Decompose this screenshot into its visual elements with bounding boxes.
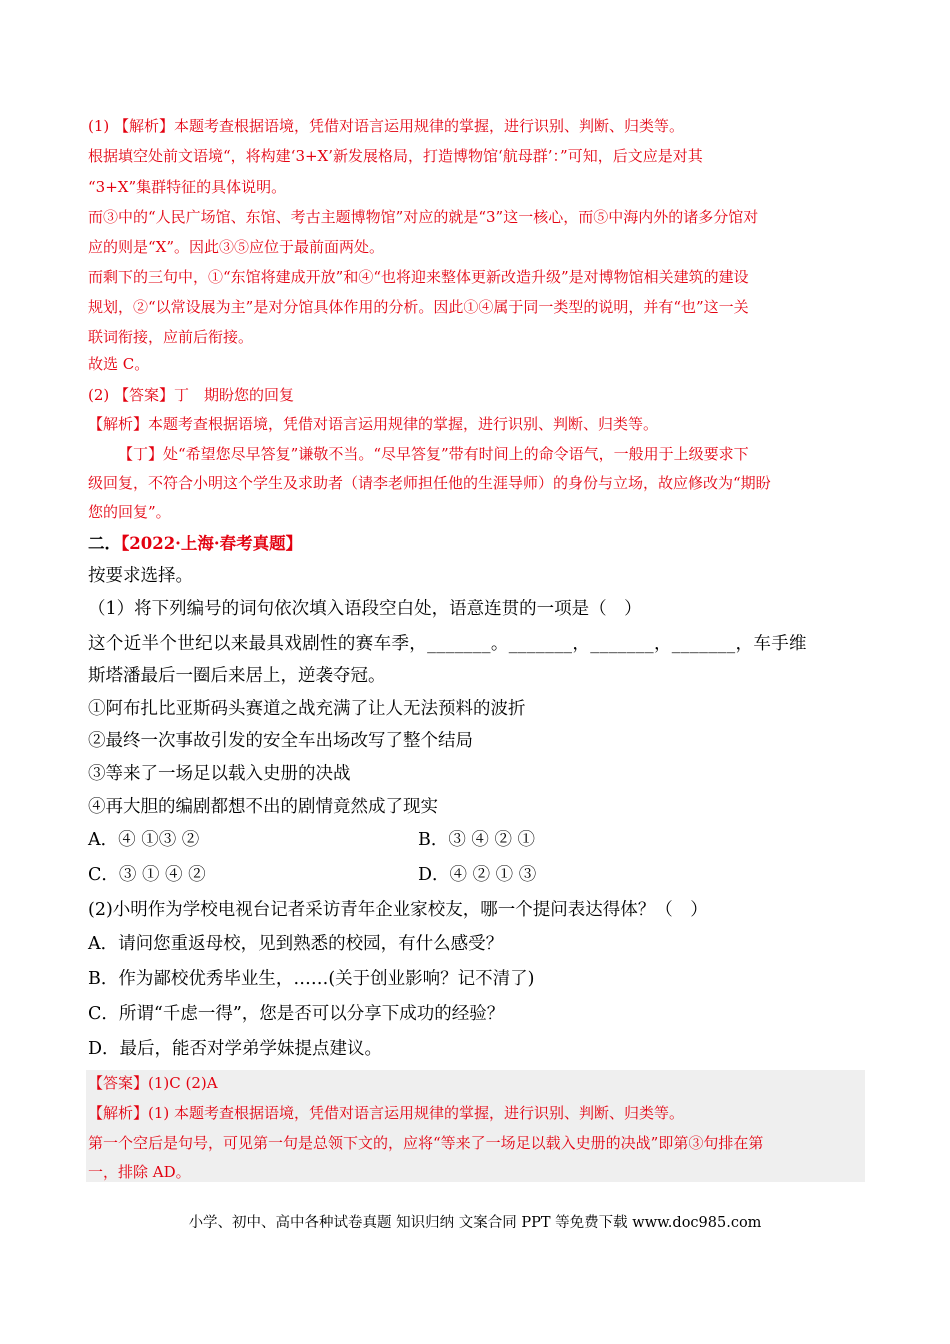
analysis-line: 【丁】处“希望您尽早答复”谦敬不当。“尽早答复”带有时间上的命令语气，一般用于上级要求下	[118, 445, 749, 463]
analysis-line: 【解析】本题考查根据语境，凭借对语言运用规律的掌握，进行识别、判断、归类等。	[88, 415, 659, 433]
question-stem: (2)小明作为学校电视台记者采访青年企业家校友，哪一个提问表达得体？（ ）	[88, 900, 708, 920]
section-title: 【2022·上海·春考真题】	[121, 534, 303, 553]
question-passage: 这个近半个世纪以来最具戏剧性的赛车季，_______。_______，_______，_______，车手维	[88, 634, 807, 654]
analysis-line: 【解析】(1) 本题考查根据语境，凭借对语言运用规律的掌握，进行识别、判断、归类等。	[88, 1104, 685, 1122]
option-d: D．④ ② ① ③	[418, 865, 537, 885]
analysis-line: “3+X”集群特征的具体说明。	[88, 178, 287, 196]
sentence-item: ②最终一次事故引发的安全车出场改写了整个结局	[88, 731, 473, 751]
option-c: C．③ ① ④ ②	[88, 865, 206, 885]
analysis-line: (1) 【解析】本题考查根据语境，凭借对语言运用规律的掌握，进行识别、判断、归类等。	[88, 117, 685, 135]
answer-line: (2) 【答案】丁 期盼您的回复	[88, 386, 295, 404]
analysis-line: 规划，②“以常设展为主”是对分馆具体作用的分析。因此①④属于同一类型的说明，并有“也”这一关	[88, 298, 749, 316]
analysis-line: 而③中的“人民广场馆、东馆、考古主题博物馆”对应的就是“3”这一核心，而⑤中海内外的诸多分馆对	[88, 208, 759, 226]
analysis-line: 第一个空后是句号，可见第一句是总领下文的，应将“等来了一场足以载入史册的决战”即第③句排在第	[88, 1134, 764, 1152]
answer-line: 【答案】(1)C (2)A	[88, 1074, 218, 1092]
sentence-item: ③等来了一场足以载入史册的决战	[88, 764, 351, 784]
analysis-conclusion: 故选 C。	[88, 355, 150, 373]
option-a: A．④ ①③ ②	[88, 830, 200, 850]
sentence-item: ④再大胆的编剧都想不出的剧情竟然成了现实	[88, 797, 438, 817]
analysis-line: 联词衔接，应前后衔接。	[88, 328, 254, 346]
instruction: 按要求选择。	[88, 566, 193, 586]
sentence-item: ①阿布扎比亚斯码头赛道之战充满了让人无法预料的波折	[88, 699, 526, 719]
option-b: B．作为鄙校优秀毕业生，……(关于创业影响？记不清了)	[88, 969, 535, 989]
option-a: A．请问您重返母校，见到熟悉的校园，有什么感受？	[88, 934, 504, 954]
analysis-line: 而剩下的三句中，①“东馆将建成开放”和④“也将迎来整体更新改造升级”是对博物馆相关建筑的建设	[88, 268, 749, 286]
analysis-line: 应的则是“X”。因此③⑤应位于最前面两处。	[88, 238, 385, 256]
option-c: C．所谓“千虑一得”，您是否可以分享下成功的经验？	[88, 1004, 505, 1024]
section-heading	[88, 532, 302, 556]
analysis-line: 一，排除 AD。	[88, 1163, 191, 1181]
analysis-line: 级回复，不符合小明这个学生及求助者（请李老师担任他的生涯导师）的身份与立场，故应修改为“期盼	[88, 474, 771, 492]
question-passage: 斯塔潘最后一圈后来居上，逆袭夺冠。	[88, 666, 386, 686]
analysis-line: 根据填空处前文语境“，将构建‘3+X’新发展格局，打造博物馆‘航母群’：”可知，后文应是对其	[88, 147, 703, 165]
section-number: 二．	[88, 534, 121, 553]
option-b: B．③ ④ ② ①	[418, 830, 536, 850]
analysis-line: 您的回复”。	[88, 503, 171, 521]
option-d: D．最后，能否对学弟学妹提点建议。	[88, 1039, 383, 1059]
page-footer: 小学、初中、高中各种试卷真题 知识归纳 文案合同 PPT 等免费下载 www.doc985.com	[188, 1215, 762, 1231]
question-stem: （1）将下列编号的词句依次填入语段空白处，语意连贯的一项是（ ）	[88, 599, 642, 619]
